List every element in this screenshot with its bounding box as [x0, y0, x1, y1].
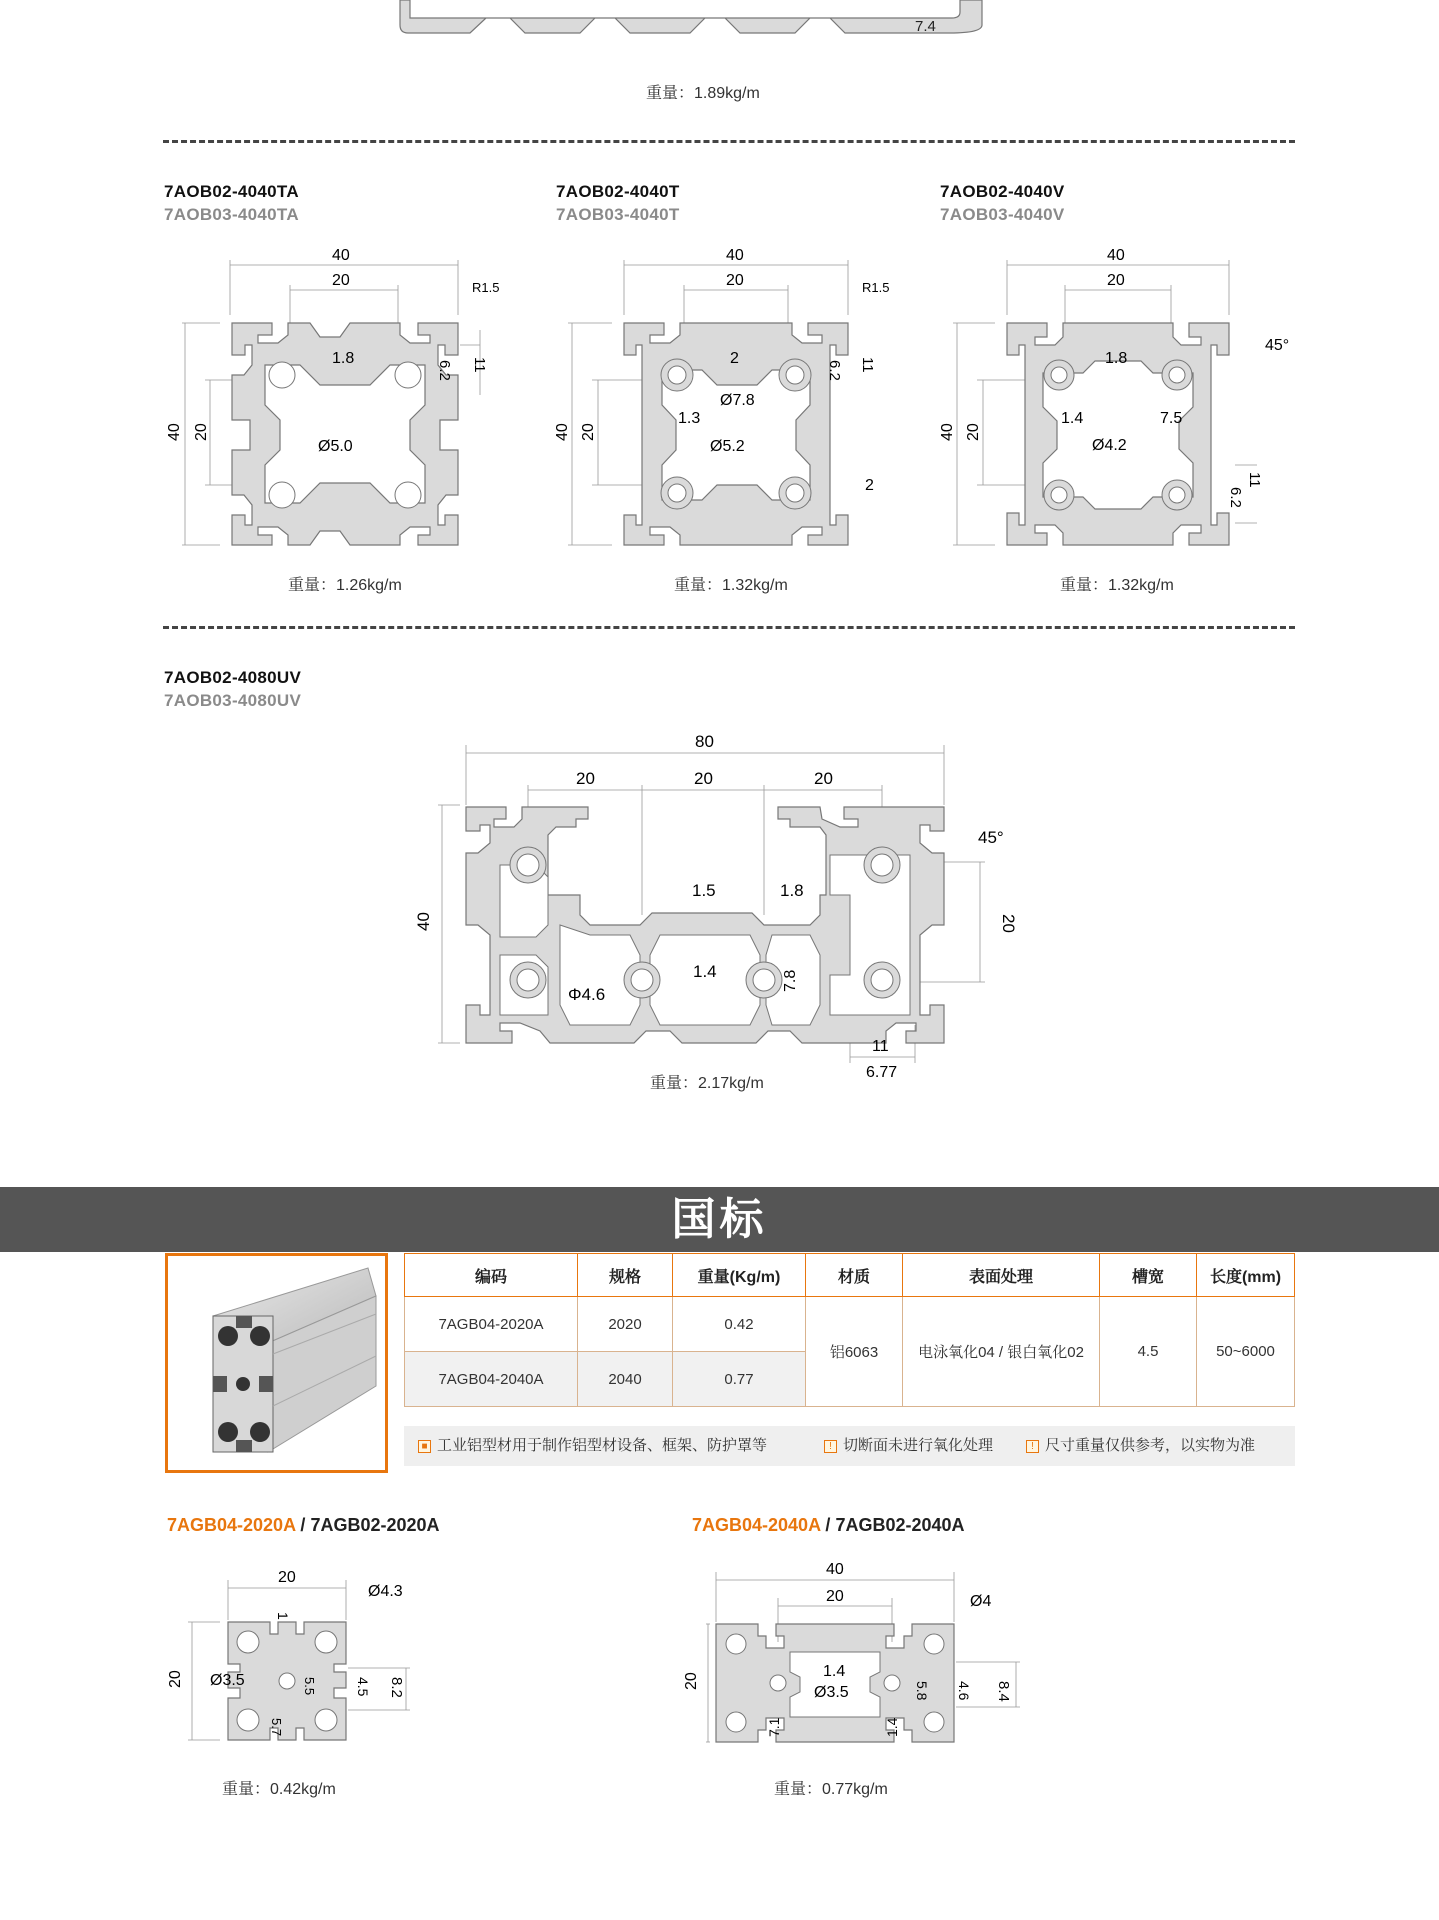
cell-spec: 2040 — [578, 1352, 673, 1407]
dim-d14a: 1.4 — [823, 1663, 846, 1680]
gb-item-2040-title: 7AGB04-2040A / 7AGB02-2040A — [692, 1515, 965, 1535]
dim-hole: Ø5.0 — [318, 438, 353, 455]
cell-code: 7AGB04-2040A — [405, 1352, 578, 1407]
dim-d57: 5.7 — [269, 1718, 284, 1737]
profile-2020a-drawing — [160, 1560, 440, 1760]
dim-hole-small: Ø3.5 — [814, 1684, 849, 1701]
profile-4040v-drawing — [935, 245, 1295, 555]
weight-4040t: 重量：1.32kg/m — [674, 577, 788, 594]
code-4040v-main: 7AOB02-4040V — [940, 182, 1065, 201]
spec-table-header — [405, 1254, 1295, 1297]
table-row — [405, 1297, 1295, 1352]
dim-d11: 11 — [872, 1038, 889, 1055]
profile-4080uv-drawing — [410, 725, 1030, 1085]
notes-bar — [404, 1426, 1295, 1466]
dim-hole2: Ø5.2 — [710, 438, 745, 455]
dim-d1: 1 — [275, 1612, 291, 1620]
square-icon: ■ — [418, 1440, 431, 1453]
gb-section-band — [0, 1187, 1439, 1252]
dim-d14b: 1.4 — [884, 1717, 900, 1737]
th-spec: 规格 — [578, 1254, 673, 1297]
cell-material: 铝6063 — [806, 1297, 903, 1407]
top-weight: 重量：1.89kg/m — [646, 85, 760, 102]
dim-d3: 11 — [471, 357, 488, 373]
dim-h40: 40 — [939, 423, 956, 441]
th-code: 编码 — [405, 1254, 578, 1297]
dim-w20: 20 — [726, 272, 744, 289]
th-weight: 重量(Kg/m) — [673, 1254, 806, 1297]
dim-h20: 20 — [580, 423, 597, 441]
dim-h40: 40 — [414, 912, 433, 931]
cell-weight: 0.77 — [673, 1352, 806, 1407]
dim-hole-big: Ø4.3 — [368, 1583, 403, 1600]
dim-w40: 40 — [726, 247, 744, 264]
dim-d677: 6.77 — [866, 1064, 898, 1081]
code-4040t-sub: 7AOB03-4040T — [556, 205, 680, 224]
th-material: 材质 — [806, 1254, 903, 1297]
dim-hole1: Ø7.8 — [720, 392, 755, 409]
dim-hole-big: Ø4 — [970, 1593, 992, 1610]
weight-2040a: 重量：0.77kg/m — [774, 1781, 888, 1798]
dim-d2: 6.2 — [1227, 487, 1244, 508]
top-partial-profile — [390, 0, 1010, 45]
divider-1 — [163, 140, 1295, 143]
dim-b: 20 — [694, 769, 713, 788]
dim-d58: 5.8 — [914, 1681, 930, 1701]
note-1: ■ 工业铝型材用于制作铝型材设备、框架、防护罩等 — [418, 1426, 767, 1466]
cell-slot: 4.5 — [1100, 1297, 1197, 1407]
dim-hole-small: Ø3.5 — [210, 1672, 245, 1689]
dim-7-4: 7.4 — [915, 18, 936, 35]
dim-d3: 11 — [859, 357, 876, 373]
cell-surface: 电泳氧化04 / 银白氧化02 — [903, 1297, 1100, 1407]
dim-w80: 80 — [695, 732, 714, 751]
dim-c: 20 — [814, 769, 833, 788]
dim-h20: 20 — [965, 423, 982, 441]
warning-icon: ! — [1026, 1440, 1039, 1453]
dim-d45: 4.5 — [355, 1677, 371, 1697]
dim-d82: 8.2 — [388, 1677, 405, 1698]
weight-4080uv: 重量：2.17kg/m — [650, 1075, 764, 1092]
product-photo — [165, 1253, 388, 1473]
dim-d84: 8.4 — [995, 1681, 1012, 1702]
dim-d1: 1.8 — [332, 350, 355, 367]
dim-h20: 20 — [167, 1670, 184, 1688]
cell-weight: 0.42 — [673, 1297, 806, 1352]
dim-t: 1.4 — [1061, 410, 1084, 427]
dim-d4: 2 — [865, 477, 874, 494]
code-4040t-main: 7AOB02-4040T — [556, 182, 680, 201]
dim-s: 7.5 — [1160, 410, 1183, 427]
dim-d2: 6.2 — [826, 360, 843, 381]
dim-d55: 5.5 — [302, 1677, 317, 1696]
th-slot: 槽宽 — [1100, 1254, 1197, 1297]
dim-d1: 1.8 — [1105, 350, 1128, 367]
dim-hole: Ø4.2 — [1092, 437, 1127, 454]
profile-4040ta-drawing — [160, 245, 500, 555]
aluminum-profile-image — [168, 1256, 385, 1470]
profile-2040a-drawing — [670, 1552, 1050, 1762]
dim-w20: 20 — [826, 1588, 844, 1605]
code-4040ta-main: 7AOB02-4040TA — [164, 182, 299, 201]
cell-spec: 2020 — [578, 1297, 673, 1352]
weight-4040v: 重量：1.32kg/m — [1060, 577, 1174, 594]
dim-w20: 20 — [1107, 272, 1125, 289]
dim-d2: 6.2 — [436, 360, 453, 381]
dim-t: 1.3 — [678, 410, 701, 427]
dim-hole: Φ4.6 — [568, 985, 606, 1004]
th-surface: 表面处理 — [903, 1254, 1100, 1297]
note-3: ! 尺寸重量仅供参考，以实物为准 — [1026, 1426, 1255, 1466]
warning-icon: ! — [824, 1440, 837, 1453]
dim-d3: 11 — [1246, 472, 1263, 488]
dim-w40: 40 — [826, 1561, 844, 1578]
weight-4040ta: 重量：1.26kg/m — [288, 577, 402, 594]
code-4040v-sub: 7AOB03-4040V — [940, 205, 1065, 224]
dim-d78: 7.8 — [782, 969, 799, 992]
dim-d18: 1.8 — [780, 881, 804, 900]
divider-2 — [163, 626, 1295, 629]
dim-h40: 40 — [166, 423, 183, 441]
gb-section-title: 国标 — [671, 1195, 768, 1244]
weight-2020a: 重量：0.42kg/m — [222, 1781, 336, 1798]
dim-w20: 20 — [278, 1569, 296, 1586]
dim-h40: 40 — [554, 423, 571, 441]
dim-r: R1.5 — [472, 280, 500, 295]
dim-w20: 20 — [332, 272, 350, 289]
profile-4040t-drawing — [552, 245, 892, 555]
dim-d46: 4.6 — [956, 1681, 972, 1701]
dim-angle: 45° — [978, 828, 1004, 847]
cell-code: 7AGB04-2020A — [405, 1297, 578, 1352]
cell-length: 50~6000 — [1197, 1297, 1295, 1407]
dim-h20: 20 — [999, 914, 1018, 933]
dim-d1: 2 — [730, 350, 739, 367]
dim-d14: 1.4 — [693, 962, 717, 981]
th-length: 长度(mm) — [1197, 1254, 1295, 1297]
dim-a: 20 — [576, 769, 595, 788]
dim-h20: 20 — [683, 1672, 700, 1690]
code-4080uv-main: 7AOB02-4080UV — [164, 668, 302, 687]
code-4080uv-sub: 7AOB03-4080UV — [164, 691, 302, 710]
dim-angle: 45° — [1265, 337, 1290, 354]
dim-w40: 40 — [1107, 247, 1125, 264]
dim-d71: 7.1 — [766, 1717, 782, 1737]
spec-table — [404, 1253, 1295, 1407]
dim-w40: 40 — [332, 247, 350, 264]
note-2: ! 切断面未进行氧化处理 — [824, 1426, 993, 1466]
gb-item-2020-title: 7AGB04-2020A / 7AGB02-2020A — [167, 1515, 440, 1535]
dim-r: R1.5 — [862, 280, 890, 295]
dim-h20: 20 — [193, 423, 210, 441]
dim-d15: 1.5 — [692, 881, 716, 900]
code-4040ta-sub: 7AOB03-4040TA — [164, 205, 299, 224]
